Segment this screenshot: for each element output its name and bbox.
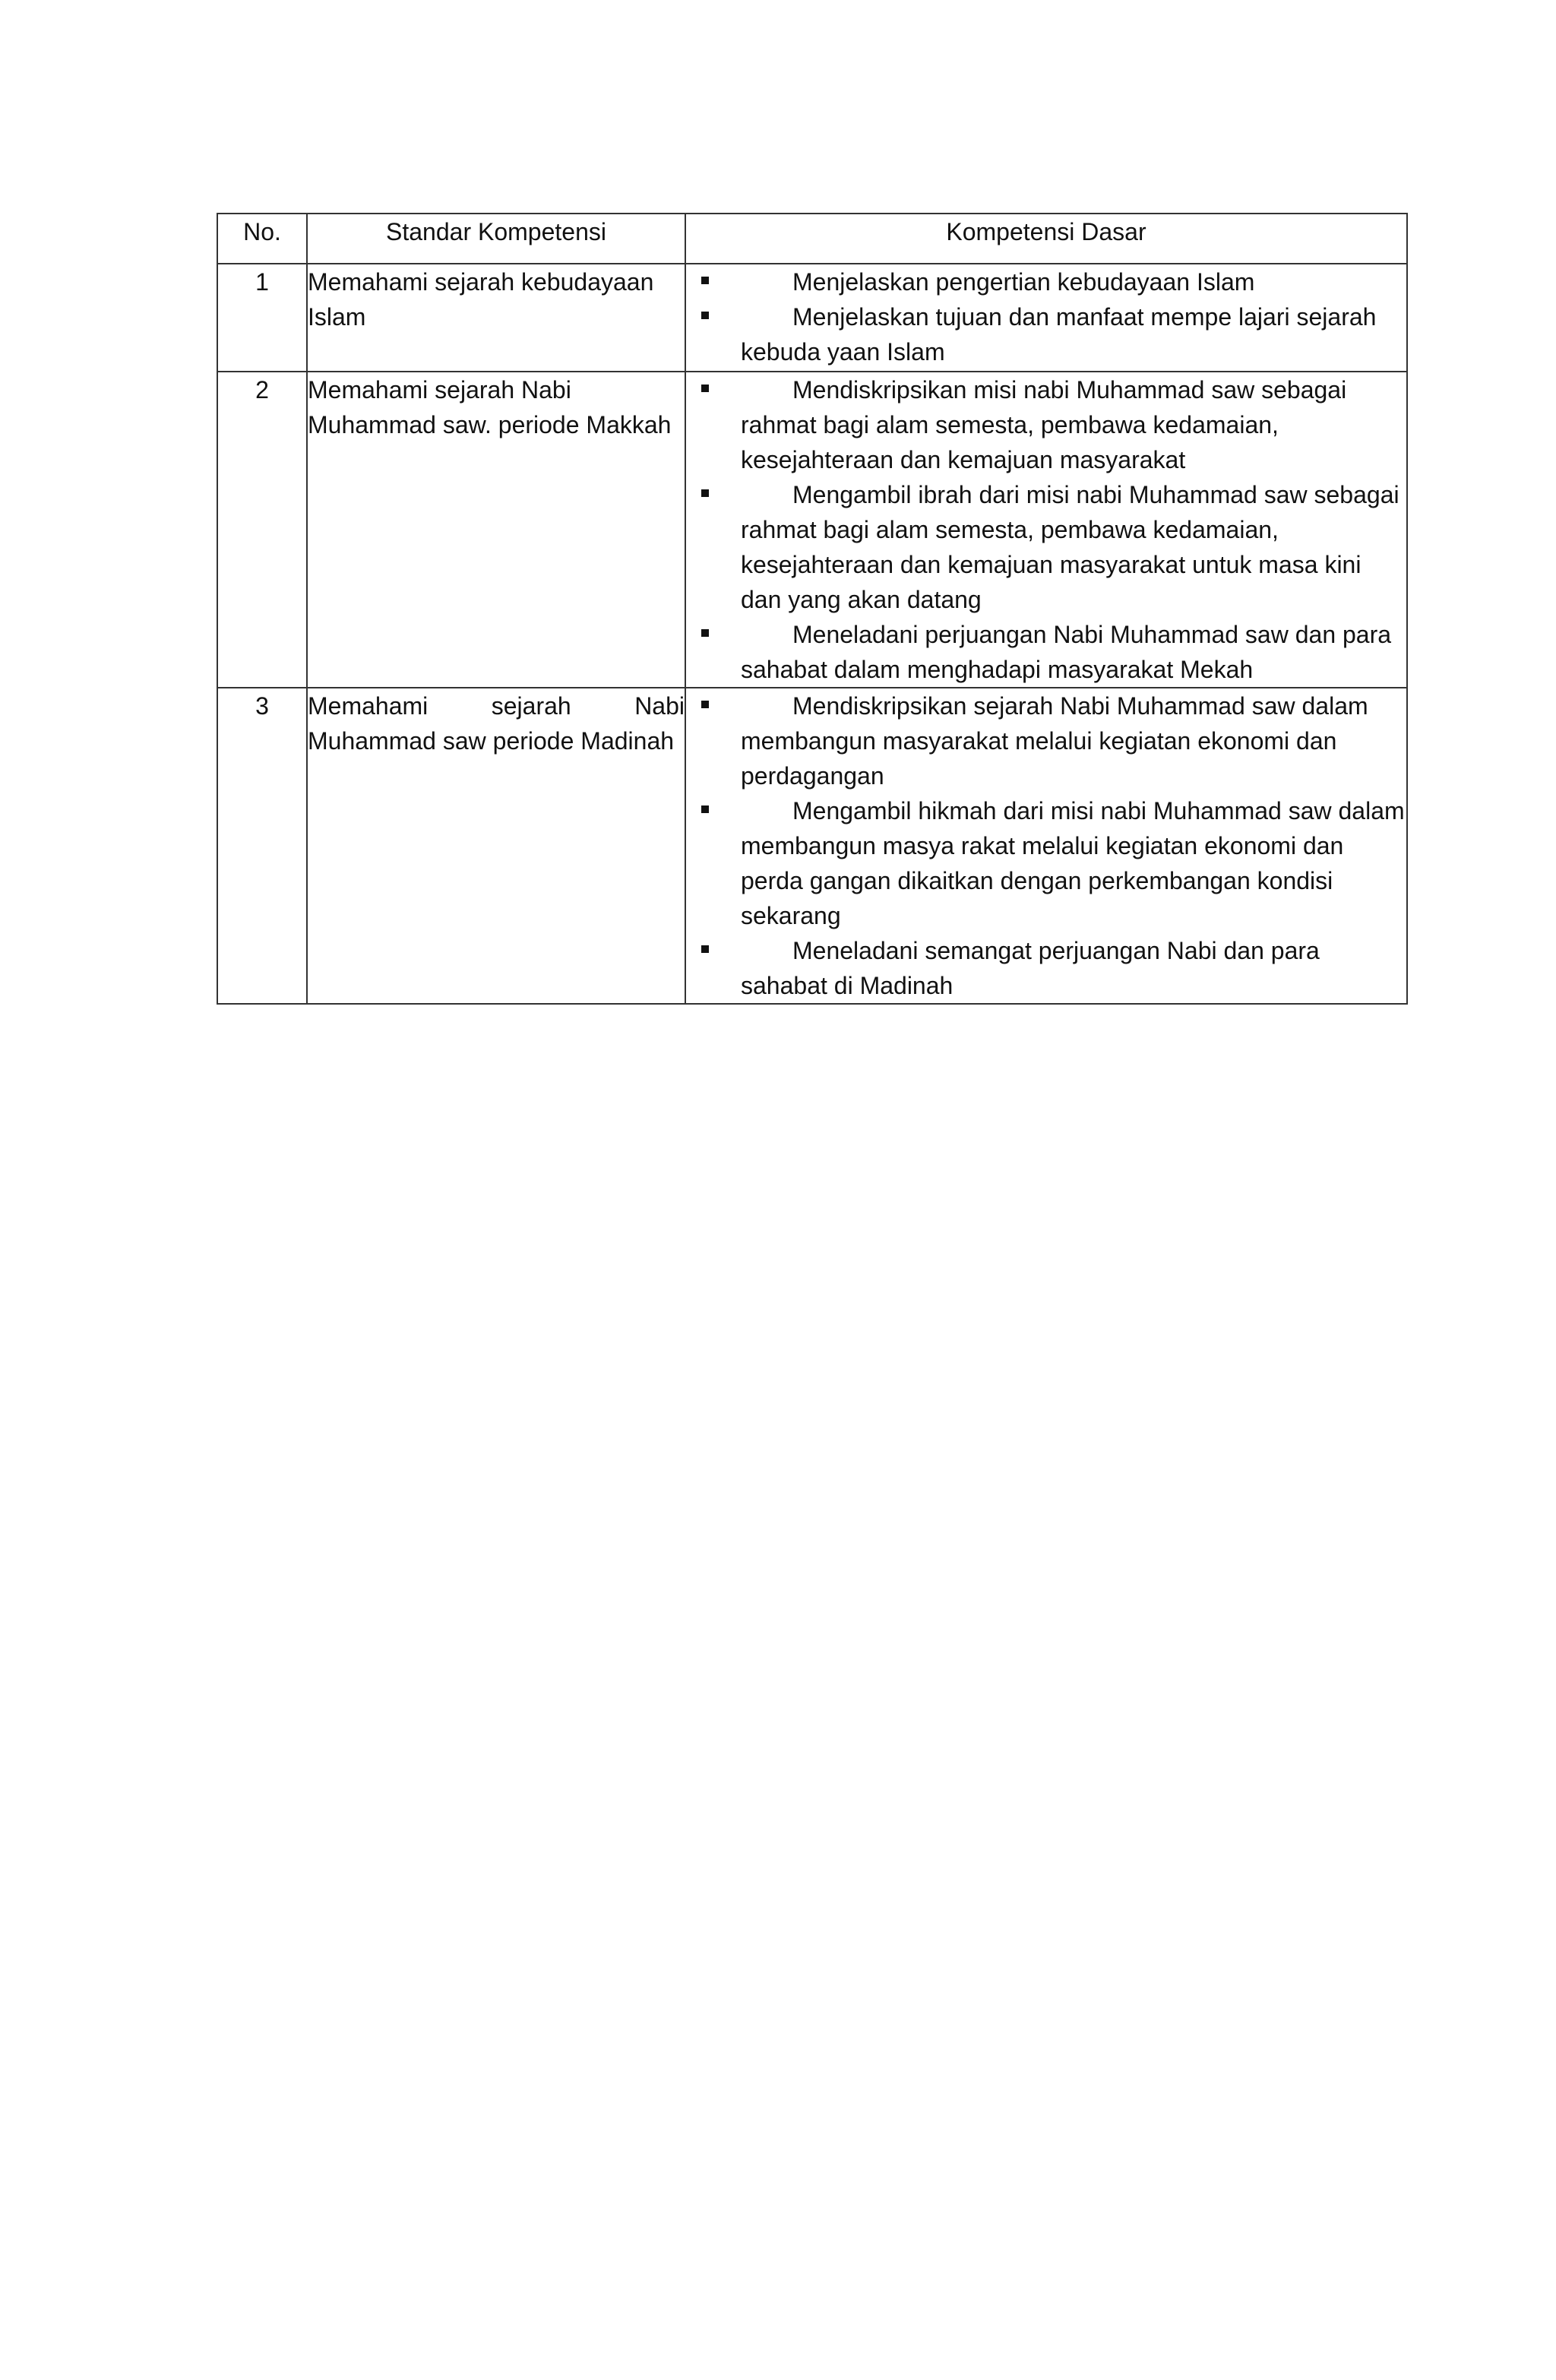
list-item (686, 617, 1406, 687)
list-item (686, 477, 1406, 617)
list-item (686, 688, 1406, 793)
list-item-text: Menjelaskan pengertian kebudayaan Islam (792, 268, 1255, 296)
standar-kompetensi-cell: Memahami sejarah Nabi Muhammad saw periode Madinah (307, 688, 685, 1004)
kompetensi-dasar-cell (685, 688, 1407, 1004)
header-no: No. (217, 214, 307, 264)
table-row (217, 372, 1407, 688)
table-row (217, 264, 1407, 372)
square-bullet-icon (701, 489, 709, 497)
list-item-text: Meneladani semangat perjuangan Nabi dan para sahabat di Madinah (741, 937, 1320, 999)
list-item (686, 933, 1406, 1003)
square-bullet-icon (701, 629, 709, 637)
kompetensi-dasar-cell (685, 372, 1407, 688)
kompetensi-dasar-cell (685, 264, 1407, 372)
list-item (686, 372, 1406, 477)
row-number: 1 (217, 264, 307, 372)
list-item-text: Mengambil hikmah dari misi nabi Muhammad saw dalam membangun masya rakat melalui kegiatan ekonomi dan perda gangan dikaitkan dengan perkembangan kondisi sekarang (741, 797, 1405, 929)
list-item (686, 299, 1406, 369)
header-standar-kompetensi: Standar Kompetensi (307, 214, 685, 264)
list-item-text: Menjelaskan tujuan dan manfaat mempe lajari sejarah kebuda yaan Islam (741, 303, 1377, 366)
row-number: 3 (217, 688, 307, 1004)
header-kompetensi-dasar: Kompetensi Dasar (685, 214, 1407, 264)
square-bullet-icon (701, 277, 709, 284)
square-bullet-icon (701, 805, 709, 813)
standar-kompetensi-cell: Memahami sejarah Nabi Muhammad saw. periode Makkah (307, 372, 685, 688)
kompetensi-dasar-list (686, 372, 1406, 687)
square-bullet-icon (701, 385, 709, 392)
kompetensi-table (217, 213, 1408, 1005)
list-item-text: Mendiskripsikan misi nabi Muhammad saw sebagai rahmat bagi alam semesta, pembawa kedamaian, kesejahteraan dan kemajuan masyarakat (741, 376, 1347, 473)
table-header-row (217, 214, 1407, 264)
row-number: 2 (217, 372, 307, 688)
list-item (686, 793, 1406, 933)
kompetensi-dasar-list (686, 688, 1406, 1003)
list-item-text: Meneladani perjuangan Nabi Muhammad saw dan para sahabat dalam menghadapi masyarakat Mekah (741, 621, 1392, 683)
standar-kompetensi-cell: Memahami sejarah kebudayaan Islam (307, 264, 685, 372)
square-bullet-icon (701, 701, 709, 708)
list-item (686, 264, 1406, 299)
square-bullet-icon (701, 312, 709, 319)
list-item-text: Mendiskripsikan sejarah Nabi Muhammad saw dalam membangun masyarakat melalui kegiatan ekonomi dan perdagangan (741, 692, 1368, 790)
table-row (217, 688, 1407, 1004)
list-item-text: Mengambil ibrah dari misi nabi Muhammad saw sebagai rahmat bagi alam semesta, pembawa kedamaian, kesejahteraan dan kemajuan masyarakat untuk masa kini dan yang akan datang (741, 481, 1399, 613)
kompetensi-dasar-list (686, 264, 1406, 369)
square-bullet-icon (701, 945, 709, 953)
